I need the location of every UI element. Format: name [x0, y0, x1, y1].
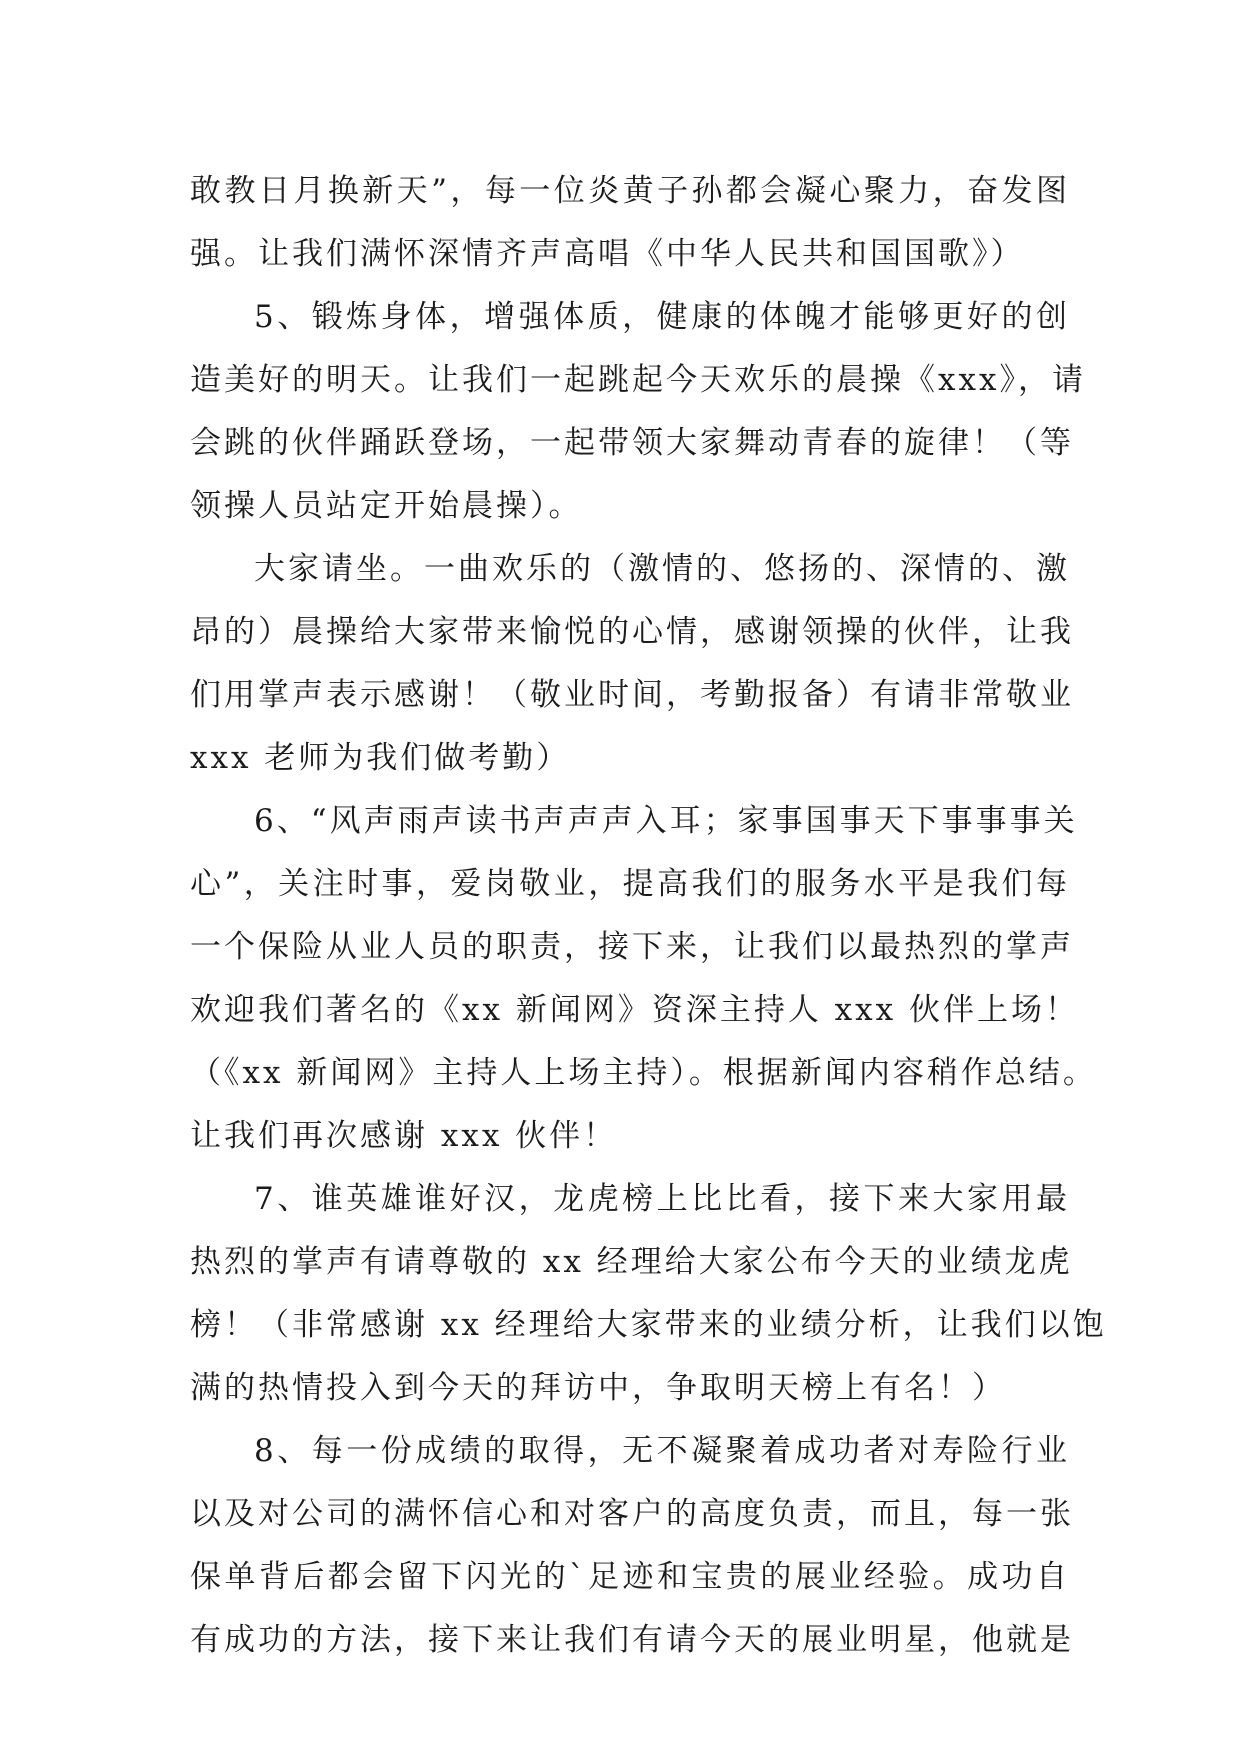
text-line: 保单背后都会留下闪光的`足迹和宝贵的展业经验。成功自 [190, 1559, 1070, 1595]
document-body [190, 160, 1107, 1672]
text-line: 一个保险从业人员的职责，接下来，让我们以最热烈的掌声 [190, 929, 1074, 965]
text-line: （《xx 新闻网》主持人上场主持）。根据新闻内容稍作总结。 [190, 1055, 1097, 1091]
text-line: 大家请坐。一曲欢乐的（激情的、悠扬的、深情的、激 [254, 551, 1070, 587]
text-line: 领操人员站定开始晨操）。 [190, 488, 583, 524]
text-line: 满的热情投入到今天的拜访中，争取明天榜上有名！） [190, 1370, 1006, 1406]
text-line: 们用掌声表示感谢！（敬业时间，考勤报备）有请非常敬业 [190, 677, 1074, 713]
text-line: 以及对公司的满怀信心和对客户的高度负责，而且，每一张 [190, 1496, 1074, 1532]
text-line: 心”，关注时事，爱岗敬业，提高我们的服务水平是我们每 [190, 866, 1070, 902]
text-line: 会跳的伙伴踊跃登场，一起带领大家舞动青春的旋律！（等 [190, 425, 1074, 461]
text-line: 欢迎我们著名的《xx 新闻网》资深主持人 xxx 伙伴上场！ [190, 992, 1079, 1028]
text-line: xxx 老师为我们做考勤） [190, 740, 571, 776]
text-line: 造美好的明天。让我们一起跳起今天欢乐的晨操《xxx》，请 [190, 362, 1086, 398]
text-line: 8、每一份成绩的取得，无不凝聚着成功者对寿险行业 [254, 1433, 1070, 1469]
text-line: 敢教日月换新天”，每一位炎黄子孙都会凝心聚力，奋发图 [190, 173, 1070, 209]
text-line: 榜！（非常感谢 xx 经理给大家带来的业绩分析，让我们以饱 [190, 1307, 1107, 1343]
text-line: 强。让我们满怀深情齐声高唱《中华人民共和国国歌》） [190, 236, 1025, 272]
text-line: 昂的）晨操给大家带来愉悦的心情，感谢领操的伙伴，让我 [190, 614, 1074, 650]
text-line: 7、谁英雄谁好汉，龙虎榜上比比看，接下来大家用最 [254, 1181, 1070, 1217]
text-line: 热烈的掌声有请尊敬的 xx 经理给大家公布今天的业绩龙虎 [190, 1244, 1073, 1280]
text-line: 6、“风声雨声读书声声声入耳；家事国事天下事事事关 [254, 803, 1078, 839]
text-line: 有成功的方法，接下来让我们有请今天的展业明星，他就是 [190, 1622, 1074, 1658]
text-line: 5、锻炼身体，增强体质，健康的体魄才能够更好的创 [254, 299, 1070, 335]
text-line: 让我们再次感谢 xxx 伙伴！ [190, 1118, 618, 1154]
